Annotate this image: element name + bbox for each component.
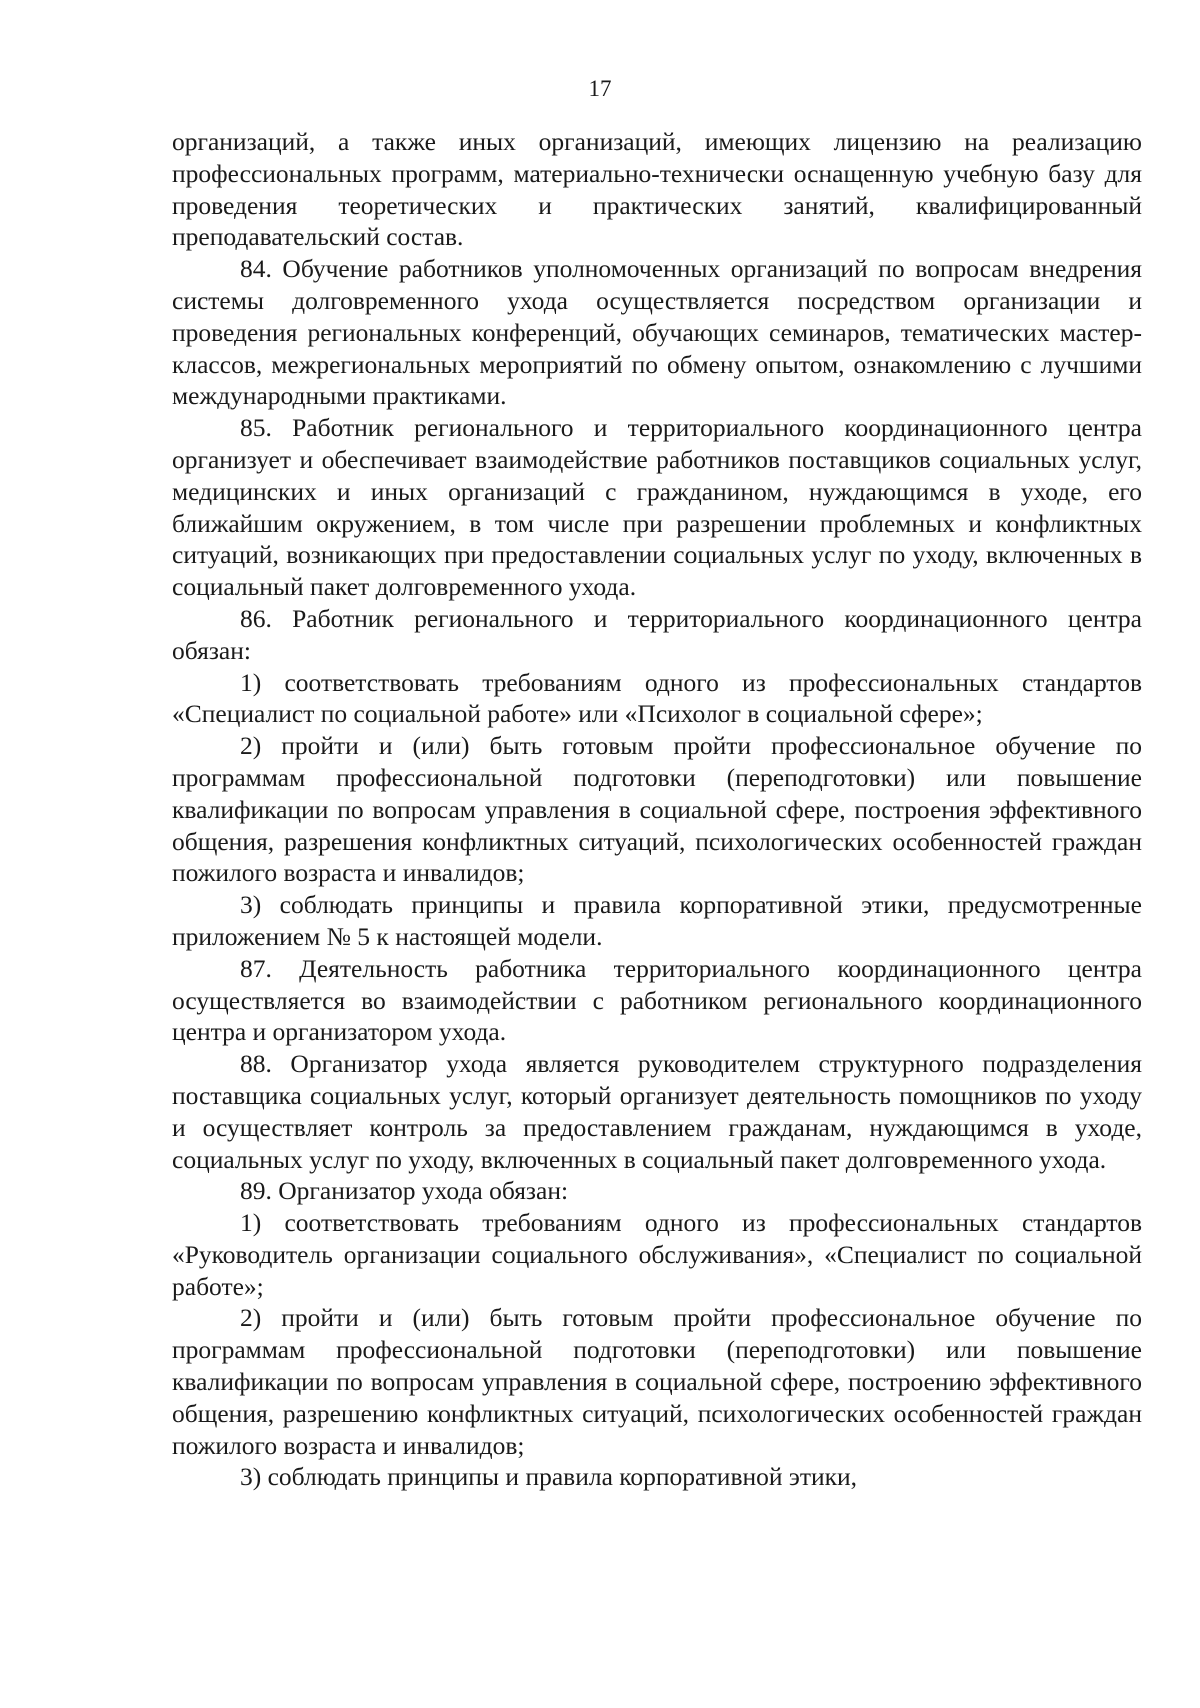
page-number: 17 — [588, 76, 612, 101]
paragraph-88: 88. Организатор ухода является руководителем структурного подразделения поставщика социальных услуг, который организует деятельность помощников по уходу и осуществляет контроль за предоставлением гражданам, нуждающимся в уходе, социальных услуг по уходу, включенных в социальный пакет долговременного ухода. — [172, 1049, 1142, 1174]
paragraph-86-item-3: 3) соблюдать принципы и правила корпоративной этики, предусмотренные приложением № 5 к настоящей модели. — [172, 890, 1142, 951]
document-body — [172, 126, 1142, 1493]
paragraph-85: 85. Работник регионального и территориального координационного центра организует и обеспечивает взаимодействие работников поставщиков социальных услуг, медицинских и иных организаций с гражданином, нуждающимся в уходе, его ближайшим окружением, в том числе при разрешении проблемных и конфликтных ситуаций, возникающих при предоставлении социальных услуг по уходу, включенных в социальный пакет долговременного ухода. — [172, 413, 1142, 602]
paragraph-89: 89. Организатор ухода обязан: — [240, 1176, 569, 1206]
paragraph-86-item-1: 1) соответствовать требованиям одного из профессиональных стандартов «Специалист по социальной работе» или «Психолог в социальной сфере»; — [172, 667, 1142, 729]
paragraph-89-item-3: 3) соблюдать принципы и правила корпоративной этики, — [240, 1462, 858, 1492]
paragraph-continuation: организаций, а также иных организаций, имеющих лицензию на реализацию профессиональных программ, материально-технически оснащенную учебную базу для проведения теоретических и практических занятий, квалифицированный преподавательский состав. — [172, 127, 1142, 252]
paragraph-84: 84. Обучение работников уполномоченных организаций по вопросам внедрения системы долговременного ухода осуществляется посредством организации и проведения региональных конференций, обучающих семинаров, тематических мастер-классов, межрегиональных мероприятий по обмену опытом, ознакомлению с лучшими международными практиками. — [172, 254, 1142, 411]
paragraph-86-item-2: 2) пройти и (или) быть готовым пройти профессиональное обучение по программам профессиональной подготовки (переподготовки) или повышение квалификации по вопросам управления в социальной сфере, построения эффективного общения, разрешения конфликтных ситуаций, психологических особенностей граждан пожилого возраста и инвалидов; — [172, 731, 1142, 888]
paragraph-89-item-2: 2) пройти и (или) быть готовым пройти профессиональное обучение по программам профессиональной подготовки (переподготовки) или повышение квалификации по вопросам управления в социальной сфере, построению эффективного общения, разрешению конфликтных ситуаций, психологических особенностей граждан пожилого возраста и инвалидов; — [172, 1303, 1142, 1460]
paragraph-89-item-1: 1) соответствовать требованиям одного из профессиональных стандартов «Руководитель организации социального обслуживания», «Специалист по социальной работе»; — [172, 1208, 1142, 1301]
paragraph-86: 86. Работник регионального и территориального координационного центра обязан: — [172, 603, 1142, 665]
paragraph-87: 87. Деятельность работника территориального координационного центра осуществляется во взаимодействии с работником регионального координационного центра и организатором ухода. — [172, 953, 1142, 1047]
